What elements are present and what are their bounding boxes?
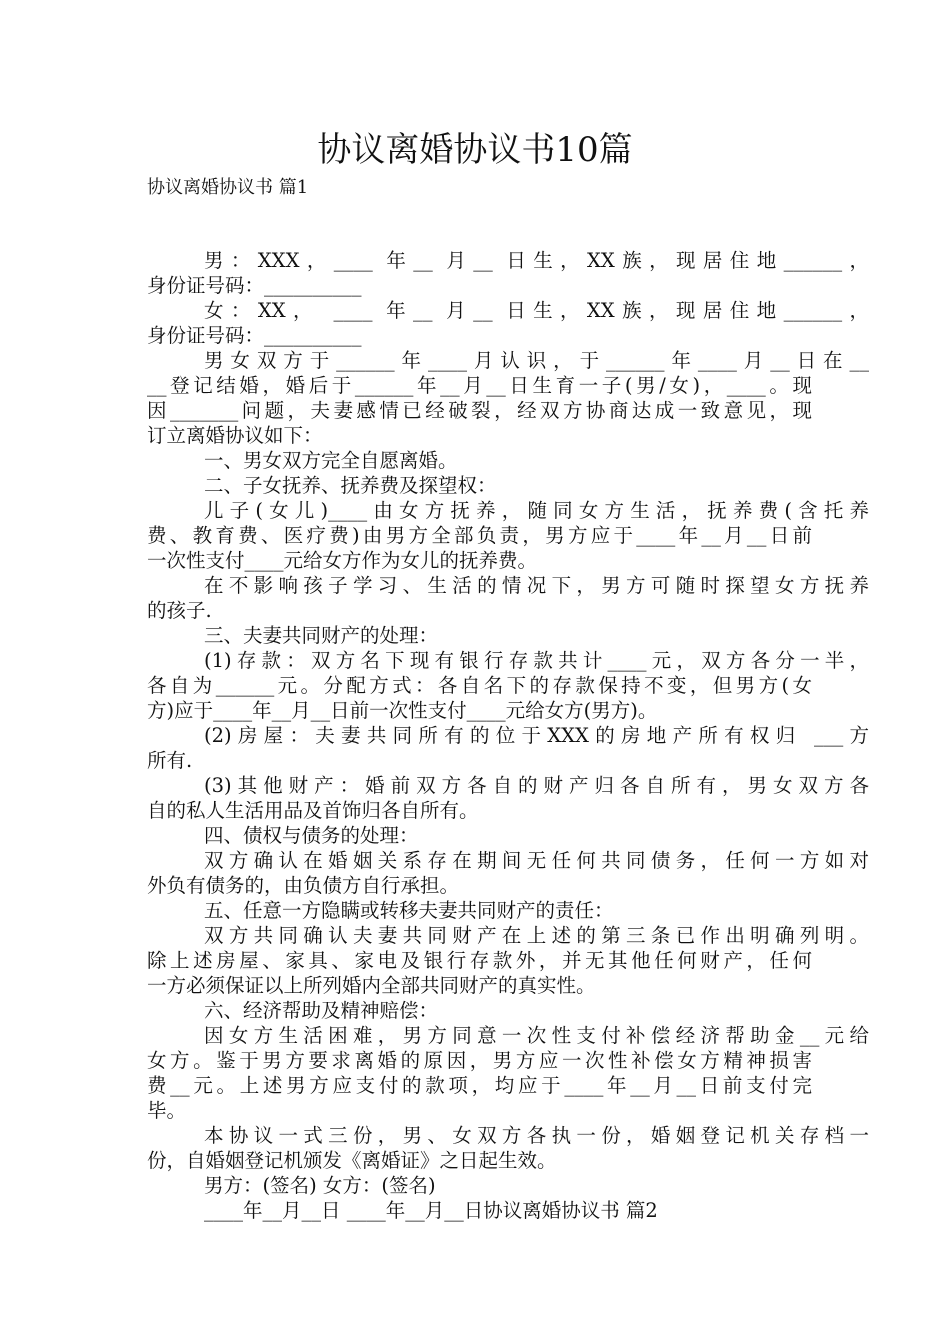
paragraph-line: (1)存款：双方名下现有银行存款共计____元，双方各分一半， xyxy=(204,649,869,672)
paragraph-line: 男：XXX，____ 年__ 月__ 日生，XX族，现居住地______， xyxy=(204,249,869,272)
paragraph-line: 身份证号码：__________ xyxy=(147,324,362,347)
paragraph-line: 因_______问题，夫妻感情已经破裂，经双方协商达成一致意见，现 xyxy=(147,399,812,422)
document-title: 协议离婚协议书10篇 xyxy=(317,130,633,170)
paragraph-line: 自的私人生活用品及首饰归各自所有。 xyxy=(147,799,479,822)
paragraph-line: 除上述房屋、家具、家电及银行存款外，并无其他任何财产，任何 xyxy=(147,949,812,972)
paragraph-line: (3)其他财产：婚前双方各自的财产归各自所有，男女双方各 xyxy=(204,774,869,797)
clause-heading: 六、经济帮助及精神赔偿： xyxy=(204,999,439,1022)
section-heading: 协议离婚协议书 篇1 xyxy=(147,177,309,198)
paragraph-line: 一次性支付____元给女方作为女儿的抚养费。 xyxy=(147,549,538,572)
paragraph-line: 所有. xyxy=(147,749,193,772)
paragraph-line: 订立离婚协议如下： xyxy=(147,424,323,447)
signature-line: 男方：(签名) 女方：(签名) xyxy=(204,1174,436,1197)
paragraph-line: 外负有债务的，由负债方自行承担。 xyxy=(147,874,460,897)
paragraph-line: 费__元。上述男方应支付的款项，均应于____年__月__日前支付完 xyxy=(147,1074,812,1097)
clause-heading: 一、男女双方完全自愿离婚。 xyxy=(204,449,458,472)
paragraph-line: 女方。鉴于男方要求离婚的原因，男方应一次性补偿女方精神损害 xyxy=(147,1049,812,1072)
paragraph-line: 费、教育费、医疗费)由男方全部负责，男方应于____年__月__日前 xyxy=(147,524,812,547)
date-line: ____年__月__日 ____年__月__日协议离婚协议书 篇2 xyxy=(204,1199,658,1222)
paragraph-line: 份，自婚姻登记机颁发《离婚证》之日起生效。 xyxy=(147,1149,557,1172)
paragraph-line: 身份证号码：__________ xyxy=(147,274,362,297)
clause-heading: 三、夫妻共同财产的处理： xyxy=(204,624,439,647)
paragraph-line: 各自为______元。分配方式：各自名下的存款保持不变，但男方(女 xyxy=(147,674,812,697)
clause-heading: 五、任意一方隐瞒或转移夫妻共同财产的责任： xyxy=(204,899,614,922)
paragraph-line: 方)应于____年__月__日前一次性支付____元给女方(男方)。 xyxy=(147,699,658,722)
paragraph-line: 男女双方于______年____月认识，于______年____月__日在__ xyxy=(204,349,869,372)
paragraph-line: 在不影响孩子学习、生活的情况下，男方可随时探望女方抚养 xyxy=(204,574,869,597)
clause-heading: 二、子女抚养、抚养费及探望权： xyxy=(204,474,497,497)
paragraph-line: 儿子(女儿)____由女方抚养，随同女方生活，抚养费(含托养 xyxy=(204,499,869,522)
paragraph-line: 因女方生活困难，男方同意一次性支付补偿经济帮助金__元给 xyxy=(204,1024,869,1047)
clause-heading: 四、债权与债务的处理： xyxy=(204,824,419,847)
paragraph-line: 双方共同确认夫妻共同财产在上述的第三条已作出明确列明。 xyxy=(204,924,869,947)
paragraph-line: 本协议一式三份，男、女双方各执一份，婚姻登记机关存档一 xyxy=(204,1124,869,1147)
paragraph-line: 一方必须保证以上所列婚内全部共同财产的真实性。 xyxy=(147,974,596,997)
paragraph-line: 的孩子. xyxy=(147,599,212,622)
paragraph-line: 毕。 xyxy=(147,1099,187,1122)
paragraph-line: (2)房屋：夫妻共同所有的位于XXX的房地产所有权归 ___方 xyxy=(204,724,869,747)
paragraph-line: __登记结婚，婚后于______年__月__日生育一子(男/女)，____。现 xyxy=(147,374,812,397)
paragraph-line: 女：XX， ____ 年__ 月__ 日生，XX族，现居住地______， xyxy=(204,299,869,322)
paragraph-line: 双方确认在婚姻关系存在期间无任何共同债务，任何一方如对 xyxy=(204,849,869,872)
